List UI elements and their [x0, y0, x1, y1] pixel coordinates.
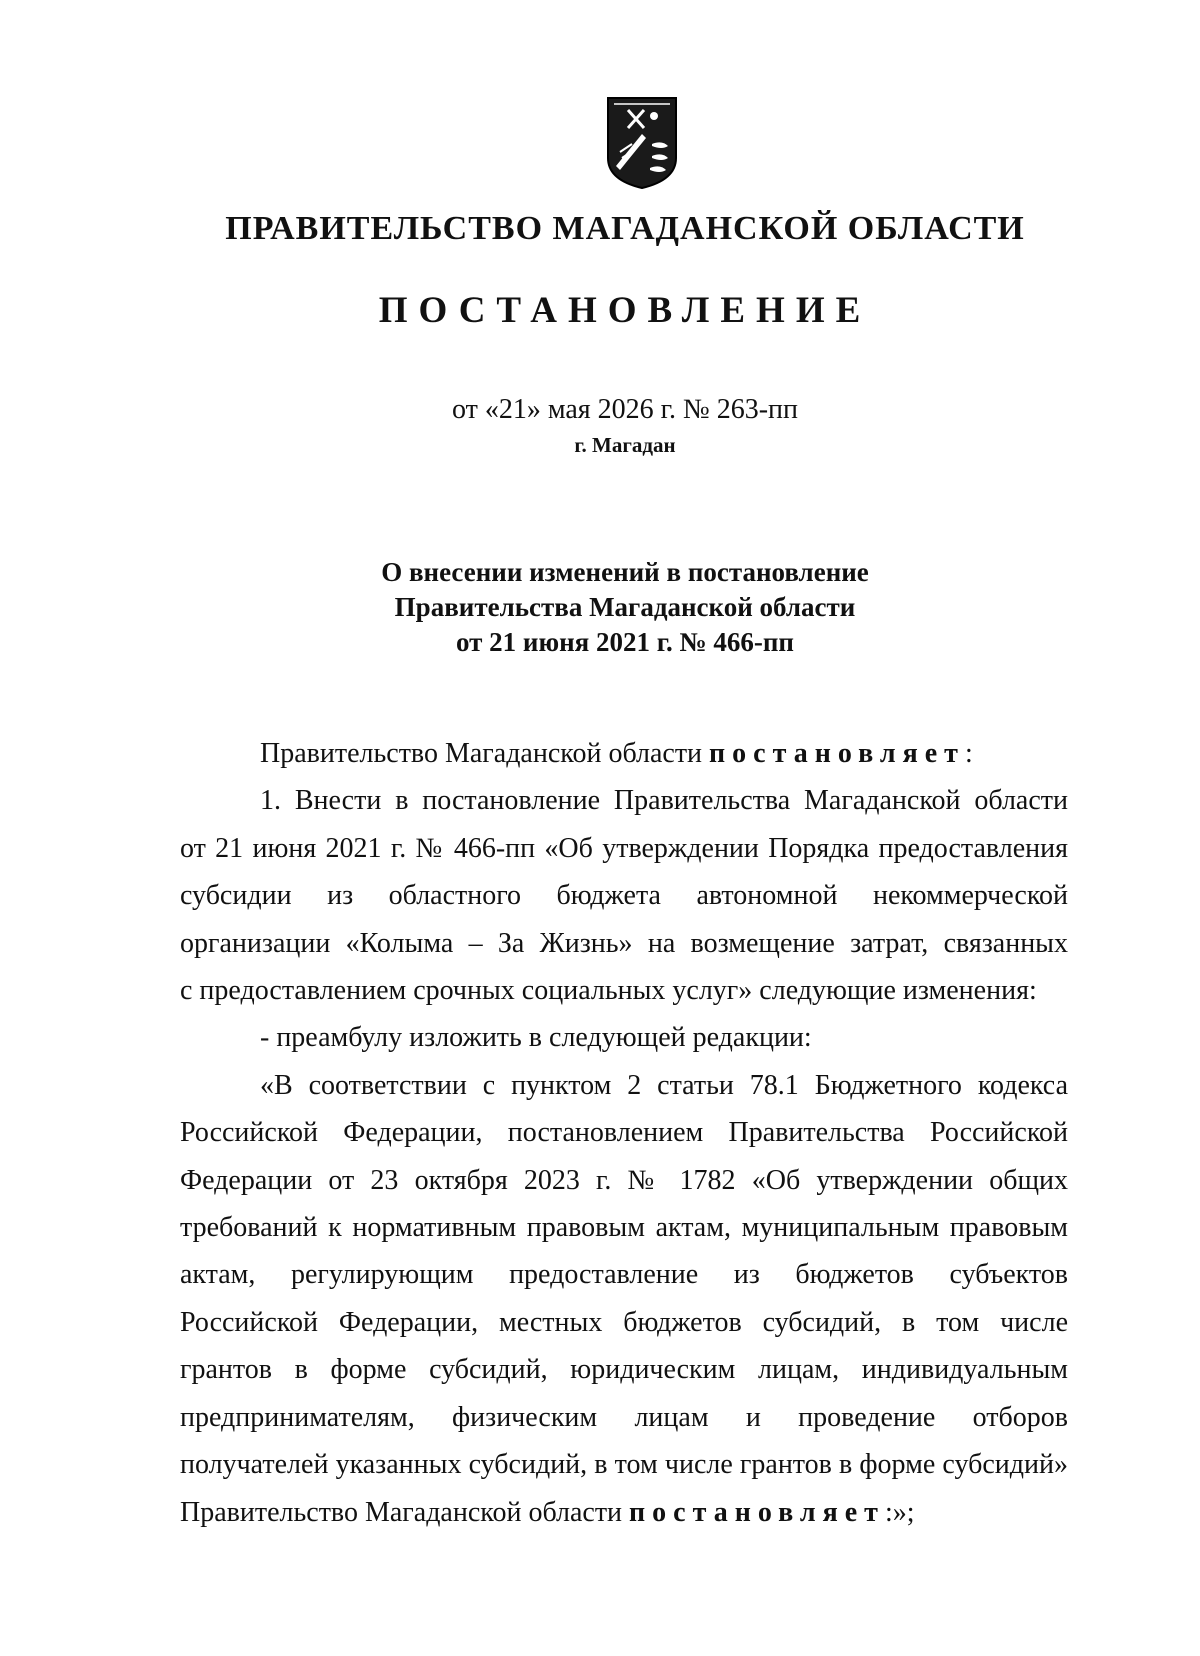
- item-1-line: с предоставлением срочных социальных услуг» следующие изменения:: [180, 975, 1037, 1007]
- intro-text: Правительство Магаданской области: [260, 738, 703, 769]
- document-subject: [0, 555, 1200, 660]
- subject-line: Правительства Магаданской области: [394, 592, 856, 622]
- coat-of-arms-icon: [606, 96, 678, 190]
- subject-line: О внесении изменений в постановление: [381, 557, 869, 587]
- quote-line: «В соответствии с пунктом 2 статьи 78.1 Бюджетного кодекса: [260, 1069, 1068, 1101]
- document-body: [180, 730, 1068, 1536]
- item-1-line: от 21 июня 2021 г. № 466-пп «Об утверждении Порядка предоставления: [180, 832, 1068, 864]
- final-text: Правительство Магаданской области: [180, 1496, 623, 1528]
- quote-line: Российской Федерации, постановлением Правительства Российской: [180, 1117, 1068, 1149]
- final-decrees-word: постановляет: [629, 1496, 885, 1528]
- preamble-instruction: - преамбулу изложить в следующей редакции:: [260, 1022, 812, 1054]
- subject-line: от 21 июня 2021 г. № 466-пп: [456, 627, 794, 657]
- item-1-line: 1. Внести в постановление Правительства Магаданской области: [260, 785, 1068, 817]
- final-paragraph: [180, 1489, 1068, 1536]
- item-1-line: субсидии из областного бюджета автономной некоммерческой: [180, 880, 1068, 912]
- document-date-number: от «21» мая 2026 г. № 263-пп: [451, 394, 799, 425]
- quote-line: актам, регулирующим предоставление из бюджетов субъектов: [180, 1259, 1068, 1291]
- quote-line: требований к нормативным правовым актам, муниципальным правовым: [180, 1212, 1068, 1244]
- government-title: ПРАВИТЕЛЬСТВО МАГАДАНСКОЙ ОБЛАСТИ: [225, 210, 1025, 247]
- quote-line: Федерации от 23 октября 2023 г. № 1782 «Об утверждении общих: [180, 1164, 1068, 1196]
- quote-line: предпринимателям, физическим лицам и проведение отборов: [180, 1401, 1068, 1433]
- quote-line: получателей указанных субсидий, в том числе грантов в форме субсидий»: [180, 1449, 1068, 1481]
- final-end: :»;: [884, 1496, 915, 1528]
- document-city: г. Магадан: [574, 433, 676, 457]
- item-1-line: организации «Колыма – За Жизнь» на возмещение затрат, связанных: [180, 927, 1068, 959]
- quote-line: грантов в форме субсидий, юридическим лицам, индивидуальным: [180, 1354, 1068, 1386]
- quote-line: Российской Федерации, местных бюджетов субсидий, в том числе: [180, 1306, 1068, 1338]
- document-type-title: ПОСТАНОВЛЕНИЕ: [378, 290, 872, 331]
- intro-decrees-word: постановляет: [709, 738, 965, 769]
- intro-paragraph: [180, 730, 1068, 777]
- intro-colon: :: [964, 738, 973, 769]
